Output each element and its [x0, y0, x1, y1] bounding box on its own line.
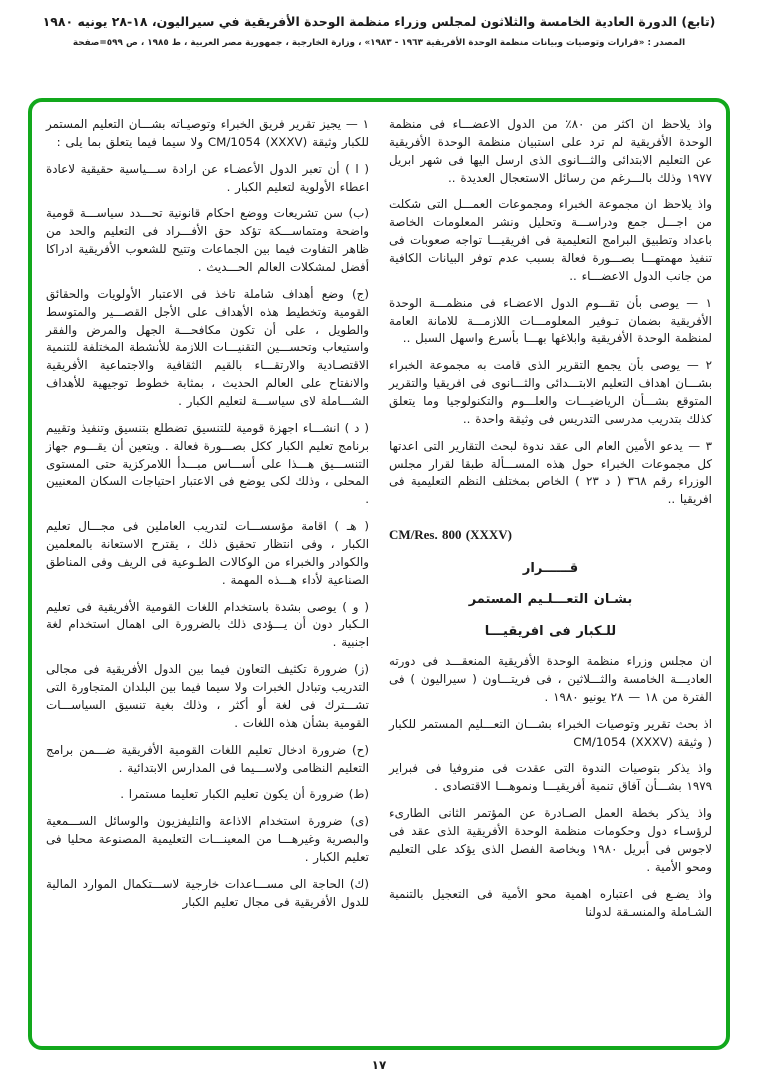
paragraph: (ك) الحاجة الى مســـاعدات خارجية لاســـتكمال الموارد المالية للدول الأفريقية فى مجال تعليم الكبار: [46, 876, 369, 909]
right-column: [389, 116, 712, 1036]
paragraph: (ح) ضرورة ادخال تعليم اللغات القومية الأفريقية ضـــمن برامج التعليم النظامى ولاســـيما فى المدارس الابتدائية .: [46, 742, 369, 775]
page-number: ١٧: [371, 1058, 387, 1072]
paragraph: قــــــرار: [522, 560, 579, 576]
paragraph: ان مجلس وزراء منظمة الوحدة الأفريقية المنعقـــد فى دورته العاديـــة الخامسة والثـــلاثين ، فى فريتـــاون ( سيراليون ) فى الفترة من ١٨ — ٢٨ يونيو ١٩٨٠ .: [389, 654, 712, 704]
paragraph: ( د ) انشـــاء اجهزة قومية للتنسيق تضطلع بتنسيق وتنفيذ وتقييم برنامج تعليم الكبار ككل بصـــورة فعالة . ويتعين أن يقـــوم جهاز التنســـيق هـــذا على أســـاس مبـــدأ اللامركزية حتى المستوى المحلى ، وذلك لكى يوضع فى الاعتبار احتياجات السكان المعنيين .: [46, 420, 369, 507]
paragraph: ( ا ) أن تعبر الدول الأعضـاء عن ارادة ســـياسية حقيقية لاعادة اعطاء الأولوية لتعليم الكبار .: [46, 161, 369, 194]
paragraph: واذ يلاحظ ان اكثر من ٨٠٪ من الدول الاعضـــاء فى منظمة الوحدة الأفريقية لم ترد على استبيان منظمة الوحدة الأفريقية عن التعليم الابتدائى والثـــانوى الذى ارسل اليها فى شهر ابريل ١٩٧٧ وذلك بالـــرغم من رسائل الاستعجال العديدة ..: [389, 117, 712, 185]
left-column: [46, 116, 369, 1036]
paragraph: ٣ — يدعو الأمين العام الى عقد ندوة لبحث التقارير التى اعدتها كل مجموعات الخبراء حول هذه المســـألة طبقا لقرار مجلس الوزراء رقم ٣٦٨ ( د ٢٣ ) الخاص بمختلف النظم التعليمية فى افريقيا ..: [389, 438, 712, 507]
paragraph: اذ بحث تقرير وتوصيات الخبراء بشـــان التعـــليم المستمر للكبار ( وثيقة CM/1054 (XXXV): [389, 716, 712, 749]
paragraph: (ز) ضرورة تكثيف التعاون فيما بين الدول الأفريقية فى مجالى التدريب وتبادل الخبرات ولا سيما فيما بين البلدان المتجاورة التى تشـــترك فى لغة أو أكثر ، وذلك بغية تنسيق السياســـات القومية بشأن هذه اللغات .: [46, 662, 369, 730]
paragraph: ( و ) يوصى بشدة باستخدام اللغات القومية الأفريقية فى تعليم الـكبار دون أن يـــؤدى ذلك بالضرورة الى اهمال استخدام لغة اجنبية .: [46, 599, 369, 650]
page-header: [10, 14, 748, 48]
paragraph: ٢ — يوصى بأن يجمع التقرير الذى قامت به مجموعة الخبراء بشـــان اهداف التعليم الابتـــدائى والثـــانوى فى افريقيا والتقرير المتوقع بشـــأن الرياضيـــات والعلـــوم والتكنولوجيا وما يتعلق كذلك بتدريب مدرسى التدريس فى وثيقة واحدة ..: [389, 358, 712, 426]
paragraph: (ى) ضرورة استخدام الاذاعة والتليفزيون والوسائل الســـمعية والبصرية وغيرهـــا من المعينـــات التعليمية المصنوعة محليا فى تعليم الكبار .: [46, 814, 369, 864]
paragraph: ١ — يجيز تقرير فريق الخبراء وتوصيـاته بشـــان التعليم المستمر للكبار وثيقة CM/1054 (XXXV) ولا سيما فيما يتعلق بما يلى :: [46, 117, 369, 149]
paragraph: واذ يضـع فى اعتباره اهمية محو الأمية فى التعجيل بالتنمية الشـاملة والمنسـقة لدولنا: [389, 886, 712, 919]
paragraph: بشـان التعـــلـيم المستمر: [468, 592, 633, 608]
paragraph: واذ يلاحظ ان مجموعة الخبراء ومجموعات العمـــل التى شكلت من اجـــل جمع ودراســـة وتحليل ونشر المعلومات الخاصة باعداد وتطبيق البرامج التعليمية فى افريقيـــا تواجه صعوبات فى تنفيذ مهمتهـــا بصـــورة فعالة بسبب عدم توفر البيانات الكافية من جانب الدول الاعضـــاء ..: [389, 197, 712, 283]
paragraph: ١ — يوصى بأن تقـــوم الدول الاعضـاء فى منظمـــة الوحدة الأفريقية بضمان تـوفير المعلومـــات اللازمـــة للامانة العامة لمنظمة الوحدة الأفريقية وابلاغها بهـــا بأسرع واسهل السبل ..: [389, 295, 712, 346]
header-source: المصدر : «قرارات وتوصيات وبيانات منظمة الوحدة الأفريقية ١٩٦٣ - ١٩٨٣» ، وزارة الخارجية ، جمهورية مصر العربية ، ط ١٩٨٥ ، ص ٥٩٩=صفحة: [72, 38, 686, 48]
paragraph: واذ يذكر بخطة العمل الصـادرة عن المؤتمر الثانى الطارىء لرؤسـاء دول وحكومات منظمة الوحدة الأفريقية الذى عقد فى لاجوس فى أبريل ١٩٨٠ وبخاصة الفصل الذى يؤكد على التعليم ومحو الأمية .: [389, 806, 713, 874]
paragraph: (ب) سن تشريعات ووضع احكام قانونية تحـــدد سياســـة قومية واضحة ومتماســـكة تؤكد حق الأفـــراد فى التعليم والحد من ظاهر التفاوت فيما بين الجماعات وتتيح للشعوب الأفريقية ادراكا أفضل لمشكلات العالم الحـــديث .: [46, 206, 369, 275]
paragraph: ( هـ ) اقامة مؤسســـات لتدريب العاملين فى مجـــال تعليم الكبار ، وفى انتظار تحقيق ذلك ، يقترح الاستعانة بالمعلمين والكوادر والخبراء من الوكالات الطـوعية فى الريف وفى المناطق الصناعية لأداء هـــذه المهمة .: [46, 519, 369, 587]
paragraph: واذ يذكر بتوصيات الندوة التى عقدت فى منروفيا فى فبراير ١٩٧٩ بشـــأن آفاق تنمية أفريقيـــا ونموهـــا الاقتصادى .: [389, 761, 712, 794]
text-columns: [46, 116, 712, 1036]
paragraph: CM/Res. 800 (XXXV): [389, 527, 512, 543]
content-border-box: [28, 98, 730, 1050]
paragraph: (ج) وضع أهداف شاملة تاخذ فى الاعتبار الأولويات والحقائق القومية وتخطيط هذه الأهداف على الأجل القصـــير والمتوسط والطويل ، على أن تكون مكافحـــة الجهل والمرض والفقر واستيعاب وتحســـين التقنيـــات اللازمة للأنشطة المختلفة للتنمية الاقتصـادية والارتقـــاء بالقيم الثقافية والاجتماعية الأفريقية والانفتاح على العالم الحديث ، بمثابة خطوط توجيهية للأهداف الشـــاملة لاى سياســـة لتعليم الكبار .: [46, 286, 369, 409]
paragraph: للـكبار فى افريقيـــا: [484, 623, 617, 639]
header-title: (تابع) الدورة العادية الخامسة والثلاثون لمجلس وزراء منظمة الوحدة الأفريقية في سيراليون، ١٨-٢٨ يونيه ١٩٨٠: [42, 14, 716, 29]
paragraph: (ط) ضرورة أن يكون تعليم الكبار تعليما مستمرا .: [120, 787, 369, 802]
